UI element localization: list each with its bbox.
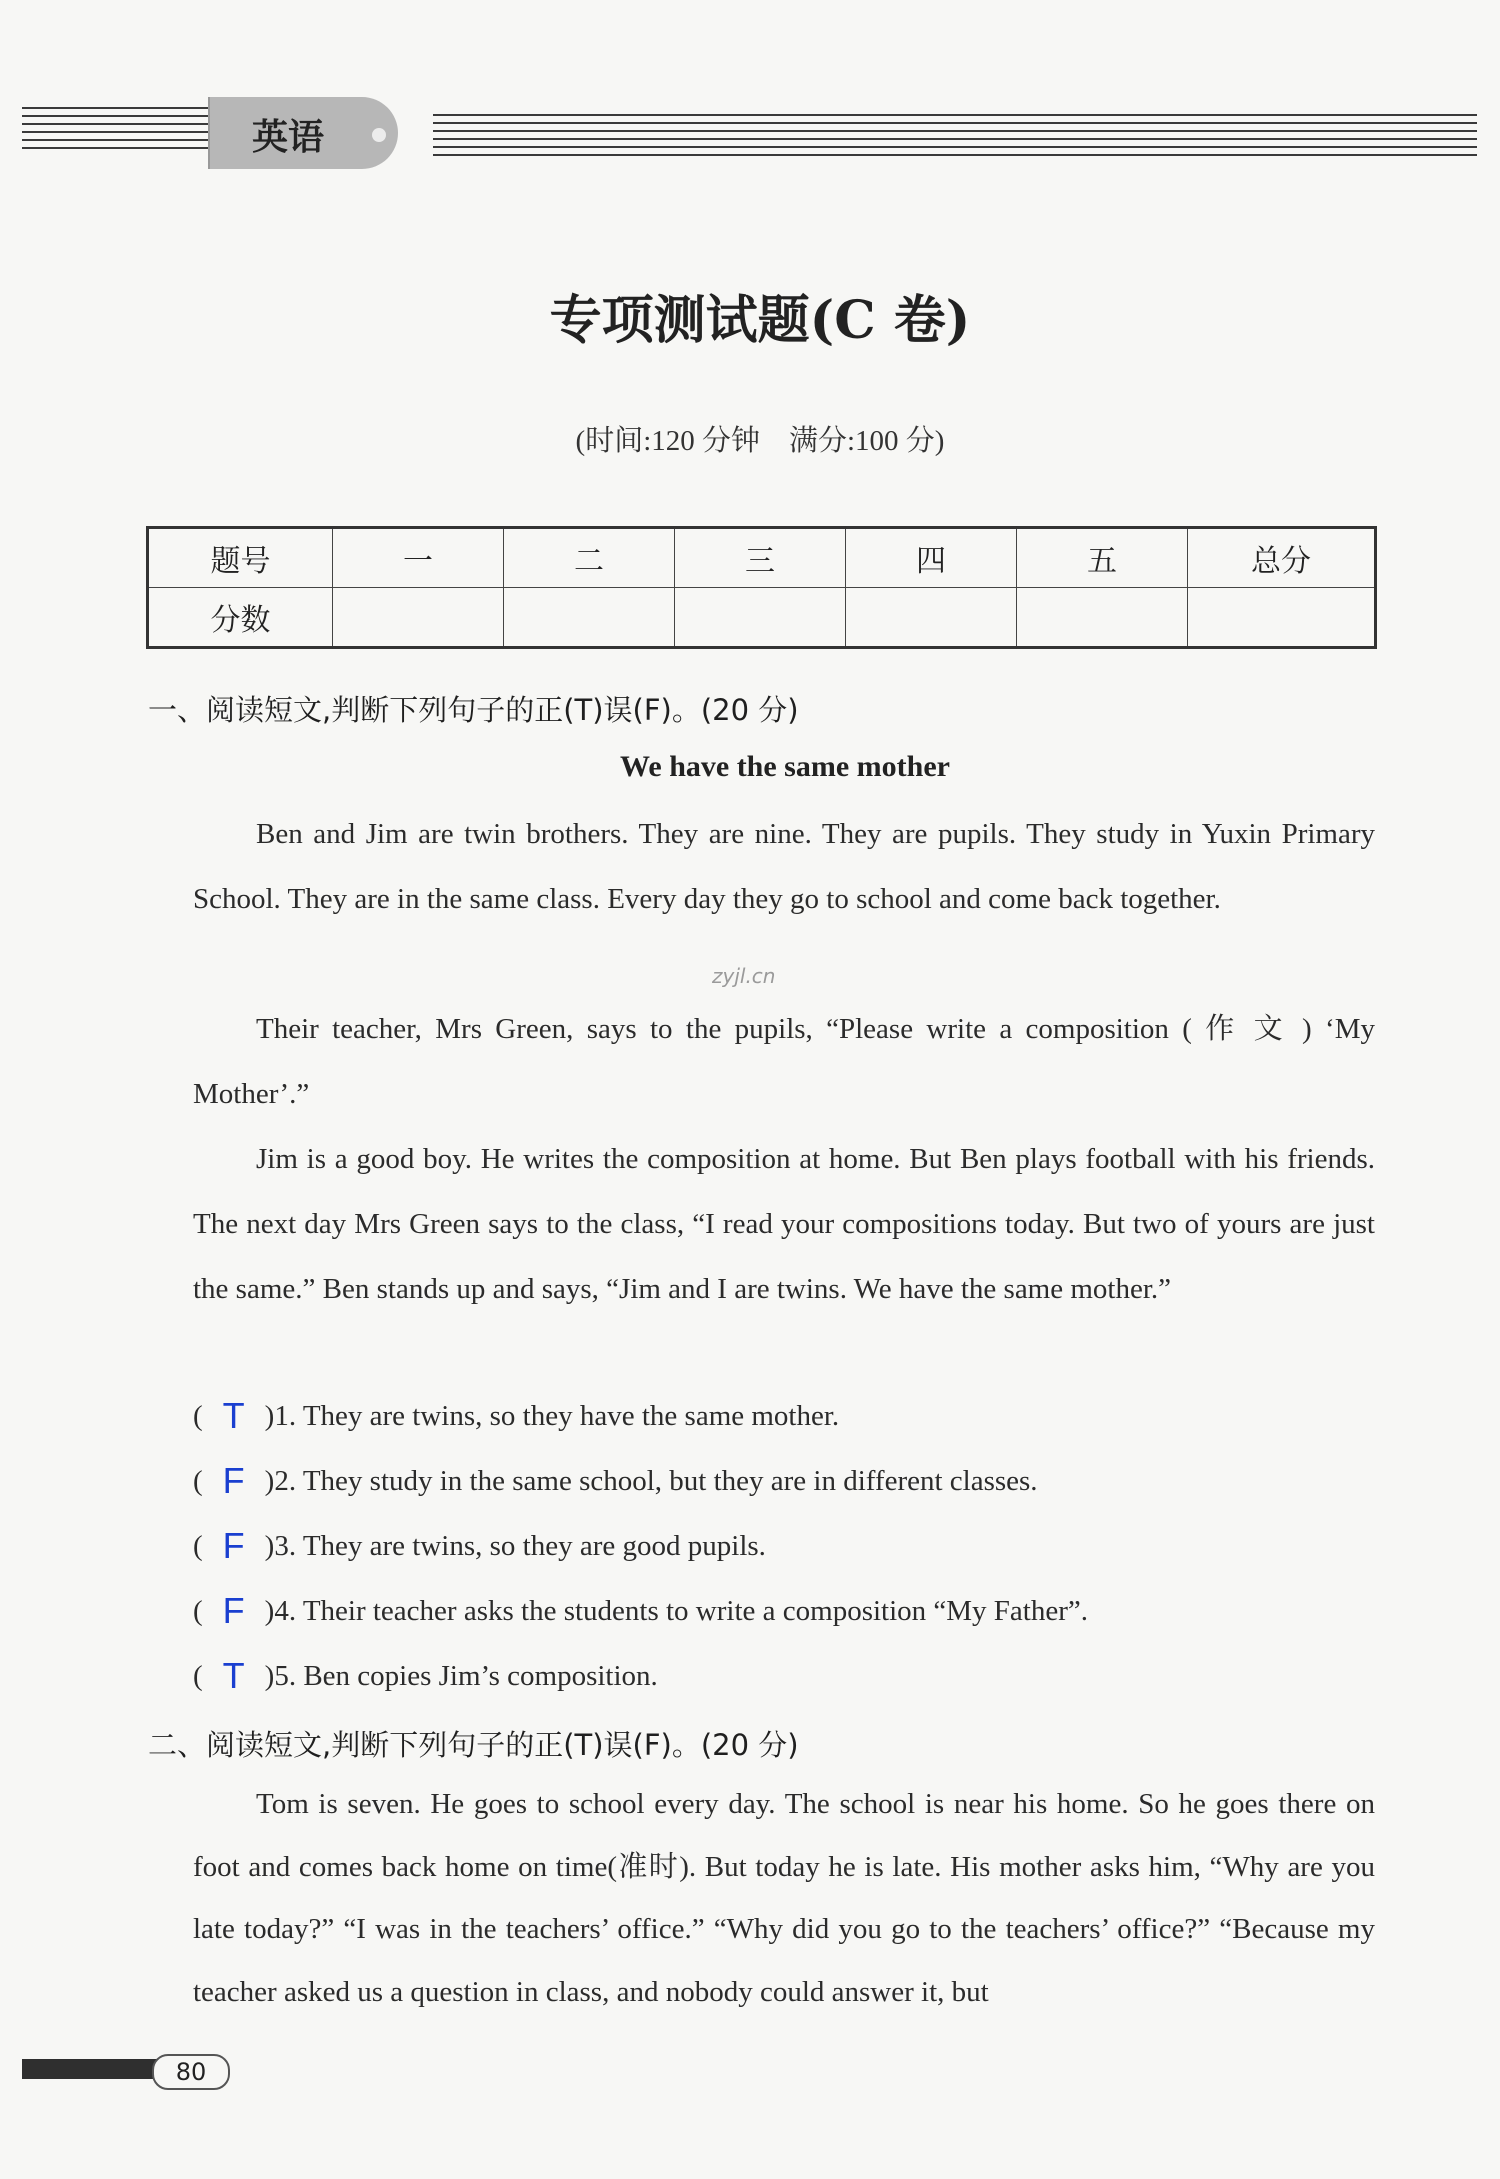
question-text: 2. They study in the same school, but they are in different classes. [274, 1465, 1038, 1497]
answer-mark[interactable]: F [222, 1525, 245, 1566]
score-entry-cell[interactable] [675, 588, 846, 648]
header-rule-left [22, 107, 217, 159]
answer-mark[interactable]: F [222, 1590, 245, 1631]
passage-paragraph: Tom is seven. He goes to school every day. The school is near his home. So he goes there on foot and comes back home on time(准时). But today he is late. His mother asks him, “Why are you late today?” “I was in the teachers’ office.” “Why did you go to the teachers’ office?” “Because my teacher asked us a question in class, and nobody could answer it, but [193, 1788, 1375, 2008]
score-table-header-row [148, 528, 1376, 588]
answer-mark[interactable]: T [222, 1395, 245, 1436]
answer-mark[interactable]: F [222, 1460, 245, 1501]
score-entry-cell[interactable] [504, 588, 675, 648]
score-entry-cell[interactable] [1188, 588, 1376, 648]
passage-title: We have the same mother [620, 750, 950, 783]
table-cell: 题号 [148, 528, 333, 588]
score-table-score-row [148, 588, 1376, 648]
passage-paragraph: Jim is a good boy. He writes the composition at home. But Ben plays football with his friends. The next day Mrs Green says to the class, “I read your compositions today. But two of yours are just the same.” Ben stands up and says, “Jim and I are twins. We have the same mother.” [193, 1143, 1375, 1305]
footer-bar [22, 2059, 158, 2079]
question-row: ( T )1. They are twins, so they have the same mother. [193, 1395, 840, 1436]
question-row: ( F )2. They study in the same school, but they are in different classes. [193, 1460, 1038, 1501]
score-table [146, 526, 1377, 649]
question-text: 5. Ben copies Jim’s composition. [274, 1660, 658, 1692]
table-cell: 四 [846, 528, 1017, 588]
page-number: 80 [152, 2054, 230, 2090]
table-cell: 分数 [148, 588, 333, 648]
watermark: zyjl.cn [712, 964, 776, 988]
subject-label: 英语 [252, 117, 325, 158]
page-title: 专项测试题(C 卷) [549, 290, 971, 351]
question-row: ( F )3. They are twins, so they are good pupils. [193, 1525, 766, 1566]
question-text: 4. Their teacher asks the students to write a composition “My Father”. [274, 1595, 1089, 1627]
score-entry-cell[interactable] [846, 588, 1017, 648]
table-cell: 一 [333, 528, 504, 588]
exam-info: (时间:120 分钟 满分:100 分) [575, 425, 945, 457]
section-1-heading: 一、阅读短文,判断下列句子的正(T)误(F)。(20 分) [148, 693, 799, 727]
answer-mark[interactable]: T [222, 1655, 245, 1696]
table-cell: 三 [675, 528, 846, 588]
score-entry-cell[interactable] [1017, 588, 1188, 648]
table-cell: 五 [1017, 528, 1188, 588]
table-cell: 总分 [1188, 528, 1376, 588]
question-text: 1. They are twins, so they have the same mother. [274, 1400, 840, 1432]
question-row: ( F )4. Their teacher asks the students to write a composition “My Father”. [193, 1590, 1089, 1631]
score-entry-cell[interactable] [333, 588, 504, 648]
header-rule-right [433, 114, 1477, 166]
question-row: ( T )5. Ben copies Jim’s composition. [193, 1655, 658, 1696]
question-text: 3. They are twins, so they are good pupils. [274, 1530, 766, 1562]
tab-dot-icon [372, 128, 386, 142]
section-2-heading: 二、阅读短文,判断下列句子的正(T)误(F)。(20 分) [148, 1728, 799, 1762]
passage-paragraph: Their teacher, Mrs Green, says to the pupils, “Please write a composition ( 作 文 ) ‘My Mother’.” [193, 1013, 1375, 1110]
passage-paragraph: Ben and Jim are twin brothers. They are nine. They are pupils. They study in Yuxin Primary School. They are in the same class. Every day they go to school and come back together. [193, 818, 1375, 915]
table-cell: 二 [504, 528, 675, 588]
